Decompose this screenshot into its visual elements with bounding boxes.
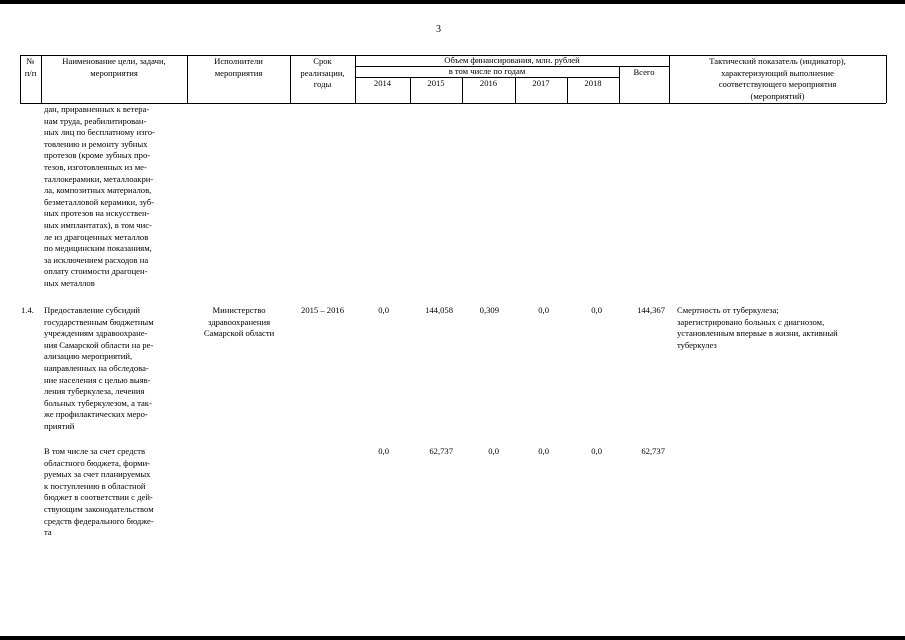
row-value-2017: 0,0: [538, 446, 549, 456]
header-year: 2016: [479, 78, 498, 88]
top-border: [0, 0, 905, 4]
row-value-2018: 0,0: [591, 446, 602, 456]
header-num: № п/п: [24, 56, 37, 78]
row-name: В том числе за счет средств областного бюджета, форми- руемых за счет планируемых к поступлению в областной бюджет в соответствии с дей- ствующим законодательством средств федерального бюдже- та: [44, 446, 154, 538]
header-year: 2018: [584, 78, 602, 88]
row-total: 62,737: [641, 446, 665, 456]
header-year: 2015: [427, 78, 445, 88]
row-value-2015: 62,737: [429, 446, 453, 456]
row-value-2014: 0,0: [378, 305, 389, 315]
header-executors: Исполнители мероприятия: [214, 56, 263, 78]
continuation-text: дан, приравненных к ветера- нам труда, реабилитирован- ных лиц по бесплатному изго- товлению и ремонту зубных протезов (кроме зубных про- тезов, изготовленных из ме- таллокерамики, металлоакри- ла, композитных материалов, безметалловой керамики, зуб- ных протезов на искусствен- ных имплантатах), в том чис- ле из драгоценных металлов по медицинским показаниям, за исключением расходов на оплату стоимости драгоцен- ных металлов: [44, 104, 155, 288]
header-year: 2014: [373, 78, 392, 88]
header-year: 2017: [532, 78, 550, 88]
row-value-2016: 0,0: [488, 446, 499, 456]
header-term: Срок реализации, годы: [300, 56, 345, 90]
row-indicator: Смертность от туберкулеза; зарегистрировано больных с диагнозом, установленным впервые в жизни, активный туберкулез: [677, 305, 838, 350]
row-value-2017: 0,0: [538, 305, 549, 315]
row-value-2018: 0,0: [591, 305, 602, 315]
row-value-2016: 0,309: [479, 305, 499, 315]
col-border: [886, 55, 887, 103]
bottom-border: [0, 636, 905, 640]
header-volume: Объем финансирования, млн. рублей: [444, 55, 580, 65]
page-number: 3: [436, 24, 441, 35]
header-total: Всего: [633, 67, 655, 77]
row-name: Предоставление субсидий государственным бюджетным учреждениям здравоохране- ния Самарской области на ре- ализацию мероприятий, направленных на обследова- ние населения с целью выяв- ления туберкулеза, лечения больных туберкулезом, а так- же профилактических меро- приятий: [44, 305, 154, 431]
row-total: 144,367: [637, 305, 665, 315]
row-value-2014: 0,0: [378, 446, 389, 456]
header-by-years: в том числе по годам: [448, 66, 526, 76]
header-indicator: Тактический показатель (индикатор), характеризующий выполнение соответствующего мероприятия (мероприятий): [709, 56, 846, 101]
row-executor: Министерство здравоохранения Самарской области: [203, 305, 275, 339]
header-name: Наименование цели, задачи, мероприятия: [62, 56, 166, 78]
row-term: 2015 – 2016: [301, 305, 344, 315]
row-value-2015: 144,058: [425, 305, 453, 315]
row-number: 1.4.: [21, 305, 34, 315]
